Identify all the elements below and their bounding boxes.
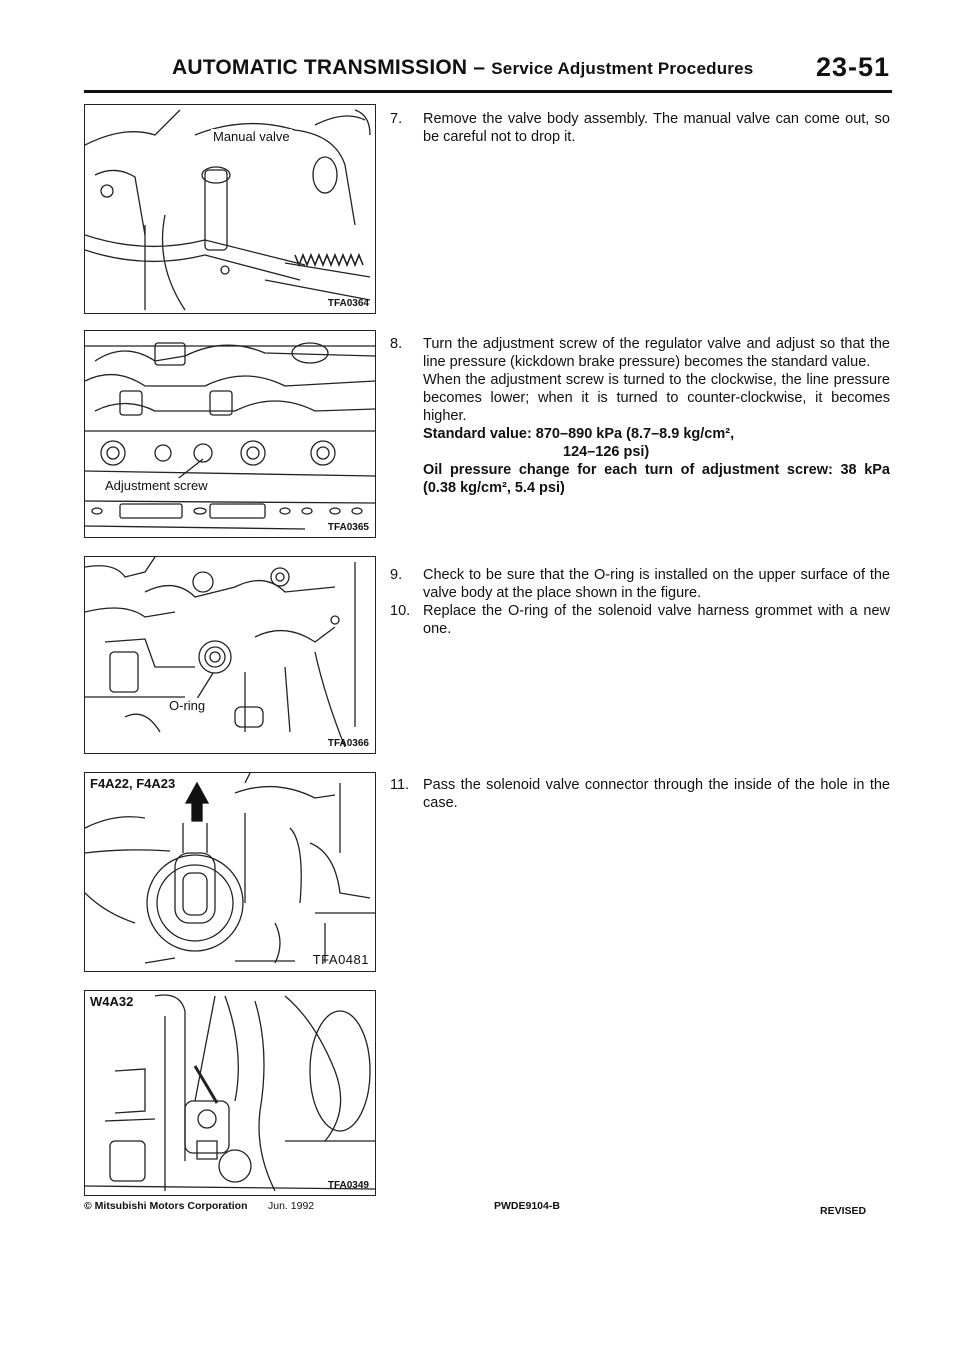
footer-copyright: © Mitsubishi Motors Corporation [84, 1200, 248, 1212]
variant-label: W4A32 [90, 994, 134, 1009]
step-number: 7. [390, 111, 403, 127]
figure-code: TFA0349 [327, 1180, 369, 1191]
title-dash: – [467, 56, 492, 79]
standard-value-spec [423, 425, 890, 461]
step-11 [390, 776, 890, 812]
step-7-block [390, 110, 890, 146]
step-7 [390, 110, 890, 146]
figure-code: TFA0365 [327, 522, 369, 533]
header-rule [84, 90, 892, 93]
callout-manual-valve: Manual valve [213, 129, 290, 144]
figure-code: TFA0364 [327, 298, 369, 309]
standard-value-line2: 124–126 psi) [563, 444, 650, 460]
step-number: 8. [390, 336, 403, 352]
section-title [172, 56, 753, 80]
o-ring-illustration [85, 557, 375, 753]
step-10 [390, 602, 890, 638]
callout-o-ring: O-ring [169, 698, 206, 713]
step-8-block [390, 335, 890, 497]
footer-date: Jun. 1992 [268, 1200, 315, 1212]
callout-adjustment-screw: Adjustment screw [105, 478, 208, 493]
figure-code: TFA0366 [327, 738, 369, 749]
figure-f4a22-f4a23 [84, 772, 376, 972]
figure-code: TFA0481 [312, 952, 369, 967]
step-number: 9. [390, 567, 403, 583]
step-9-10-block [390, 566, 890, 638]
figure-o-ring [84, 556, 376, 754]
step-number: 10. [390, 603, 411, 619]
step-11-block [390, 776, 890, 812]
step-text-2: When the adjustment screw is turned to the clockwise, the line pressure becomes lower; when it is turned to counter-clockwise, it becomes higher. [423, 372, 890, 424]
connector-f4a-illustration [85, 773, 375, 971]
footer-status: REVISED [820, 1205, 867, 1217]
manual-title: AUTOMATIC TRANSMISSION [172, 56, 468, 79]
variant-label: F4A22, F4A23 [90, 776, 176, 791]
step-8 [390, 335, 890, 497]
step-text: Remove the valve body assembly. The manual valve can come out, so be careful not to drop it. [423, 111, 890, 145]
step-text: Pass the solenoid valve connector through the inside of the hole in the case. [423, 777, 890, 811]
step-text: Turn the adjustment screw of the regulator valve and adjust so that the line pressure (kickdown brake pressure) becomes the standard value. [423, 336, 890, 370]
step-9 [390, 566, 890, 602]
connector-w4a-illustration [85, 991, 375, 1195]
figure-manual-valve [84, 104, 376, 314]
step-text: Check to be sure that the O-ring is installed on the upper surface of the valve body at the place shown in the figure. [423, 567, 890, 601]
footer-doc-code: PWDE9104-B [494, 1200, 560, 1212]
step-text: Replace the O-ring of the solenoid valve harness grommet with a new one. [423, 603, 890, 637]
pressure-change-spec: Oil pressure change for each turn of adjustment screw: 38 kPa (0.38 kg/cm², 5.4 psi) [423, 462, 890, 496]
figure-adjustment-screw [84, 330, 376, 538]
page-number: 23-51 [815, 52, 890, 82]
standard-value-line1: Standard value: 870–890 kPa (8.7–8.9 kg/cm², [423, 426, 735, 442]
adjustment-screw-illustration [85, 331, 375, 537]
figure-w4a32 [84, 990, 376, 1196]
page-header [172, 52, 890, 88]
step-number: 11. [390, 777, 410, 793]
section-subtitle: Service Adjustment Procedures [491, 59, 754, 78]
